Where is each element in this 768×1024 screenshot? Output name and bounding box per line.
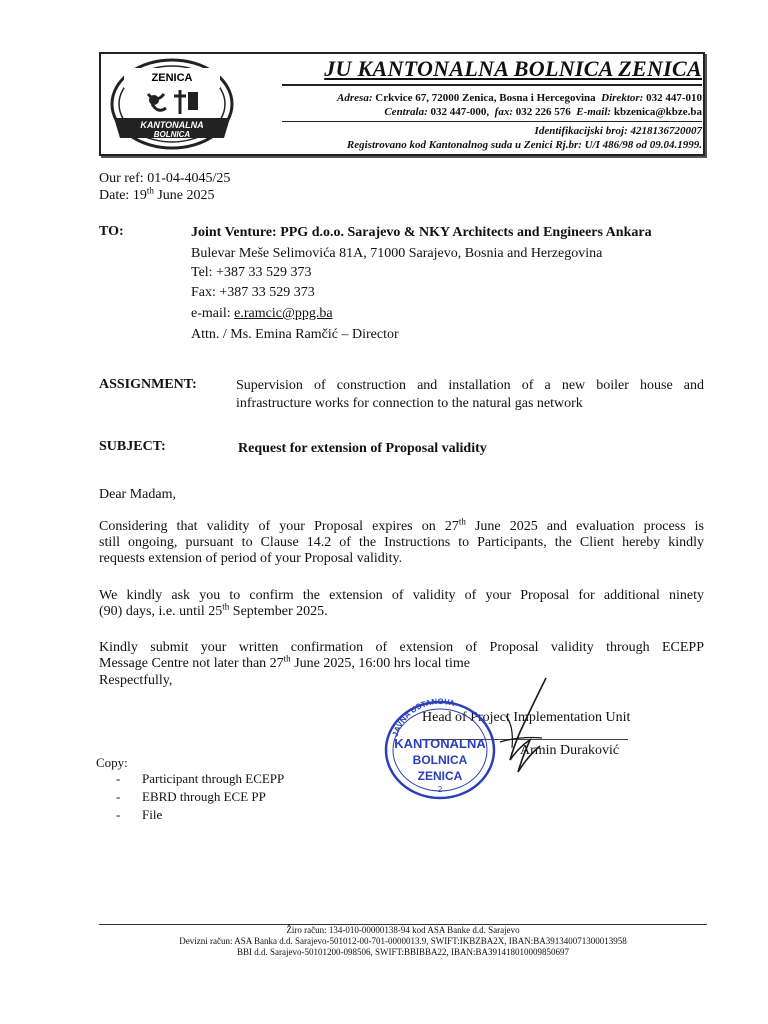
footer-bank-details bbox=[99, 925, 707, 958]
copy-label: Copy: bbox=[96, 755, 128, 770]
central-phone: 032 447-000, bbox=[430, 106, 490, 118]
assignment-label: ASSIGNMENT: bbox=[99, 377, 197, 392]
header-address-line bbox=[270, 92, 702, 104]
header-id-line bbox=[270, 125, 702, 137]
header-fax: 032 226 576 bbox=[515, 106, 571, 118]
header-contact-line bbox=[270, 106, 702, 118]
list-item: - EBRD through ECE PP bbox=[116, 789, 266, 804]
registration-line: Registrovano kod Kantonalnog suda u Zenici Rj.br: U/I 486/98 od 09.04.1999. bbox=[346, 139, 702, 151]
address: Crkvice 67, 72000 Zenica, Bosna i Hercegovina bbox=[375, 92, 596, 104]
director-label: Direktor: bbox=[601, 92, 644, 104]
stamp-arc-text: JAVNA USTANOVA bbox=[390, 696, 456, 738]
id-label: Identifikacijski broj: bbox=[534, 125, 628, 137]
our-ref: Our ref: 01-04-4045/25 bbox=[99, 171, 231, 186]
recipient-email-line: e-mail: e.ramcic@ppg.ba bbox=[191, 306, 333, 321]
footer-line-1: Žiro račun: 134-010-00000138-94 kod ASA Banke d.d. Sarajevo bbox=[286, 925, 520, 935]
footer-line-2: Devizni račun: ASA Banka d.d. Sarajevo-501012-00-701-0000013.9, SWIFT:IKBZBA2X, IBAN:BA391340071300013958 bbox=[179, 936, 627, 946]
email-label: E-mail: bbox=[576, 106, 612, 118]
svg-text:JAVNA USTANOVA bbox=[391, 697, 456, 738]
stamp-number: 2 bbox=[437, 785, 443, 794]
official-stamp bbox=[380, 692, 500, 802]
assignment-line-1: Supervision of construction and installation of a new boiler house and bbox=[236, 378, 704, 393]
logo-band-text-2: BOLNICA bbox=[153, 130, 191, 139]
recipient-email-link[interactable]: e.ramcic@ppg.ba bbox=[234, 306, 333, 321]
recipient-address: Bulevar Meše Selimovića 81A, 71000 Sarajevo, Bosnia and Herzegovina bbox=[191, 246, 603, 261]
header-email: kbzenica@kbze.ba bbox=[613, 106, 702, 118]
address-label: Adresa: bbox=[337, 92, 373, 104]
director-phone: 032 447-010 bbox=[646, 92, 702, 104]
id-number: 4218136720007 bbox=[630, 125, 702, 137]
central-label: Centrala: bbox=[384, 106, 428, 118]
stamp-line-1: KANTONALNA bbox=[394, 736, 486, 751]
paragraph-1: Considering that validity of your Proposal expires on 27th June 2025 and evaluation process is still ongoing, pursuant to Clause 14.2 of the Instructions to Participants, the Client hereby kindly requests extension of period of your Proposal validity. bbox=[99, 516, 704, 566]
paragraph-3: Kindly submit your written confirmation of extension of Proposal validity through ECEPP Message Centre not later than 27th June 2025, 16:00 hrs local time bbox=[99, 640, 704, 671]
recipient-tel: Tel: +387 33 529 373 bbox=[191, 265, 312, 280]
signer-title: Head of Project Implementation Unit bbox=[422, 710, 631, 725]
copy-list bbox=[116, 770, 284, 824]
subject: Request for extension of Proposal validity bbox=[238, 441, 487, 456]
header-rule-top bbox=[282, 84, 702, 86]
stamp-line-2: BOLNICA bbox=[412, 753, 468, 767]
footer-line-3: BBI d.d. Sarajevo-50101200-098506, SWIFT:BBIBBA22, IBAN:BA391418010009850697 bbox=[236, 947, 570, 957]
subject-label: SUBJECT: bbox=[99, 439, 166, 454]
salutation: Dear Madam, bbox=[99, 487, 176, 502]
date: Date: 19th June 2025 bbox=[99, 185, 215, 203]
list-item: - File bbox=[116, 807, 163, 822]
stamp-line-3: ZENICA bbox=[417, 769, 463, 783]
signer-name: Armin Duraković bbox=[520, 743, 620, 758]
logo-top-text: ZENICA bbox=[151, 72, 193, 84]
fax-label: fax: bbox=[494, 106, 513, 118]
to-label: TO: bbox=[99, 224, 124, 239]
logo-band-text-1: KANTONALNA bbox=[140, 120, 204, 130]
attention-line: Attn. / Ms. Emina Ramčić – Director bbox=[191, 327, 399, 342]
assignment-line-2: infrastructure works for connection to the natural gas network bbox=[236, 396, 583, 411]
recipient-fax: Fax: +387 33 529 373 bbox=[191, 285, 315, 300]
hospital-name: JU KANTONALNA BOLNICA ZENICA bbox=[324, 56, 702, 81]
closing: Respectfully, bbox=[99, 673, 173, 688]
header-rule-mid bbox=[282, 121, 702, 122]
recipient-name: Joint Venture: PPG d.o.o. Sarajevo & NKY Architects and Engineers Ankara bbox=[191, 225, 652, 240]
list-item: - Participant through ECEPP bbox=[116, 771, 285, 786]
paragraph-2: We kindly ask you to confirm the extension of validity of your Proposal for additional ninety (90) days, i.e. until 25th September 2025. bbox=[99, 588, 704, 619]
hospital-logo bbox=[108, 56, 236, 152]
